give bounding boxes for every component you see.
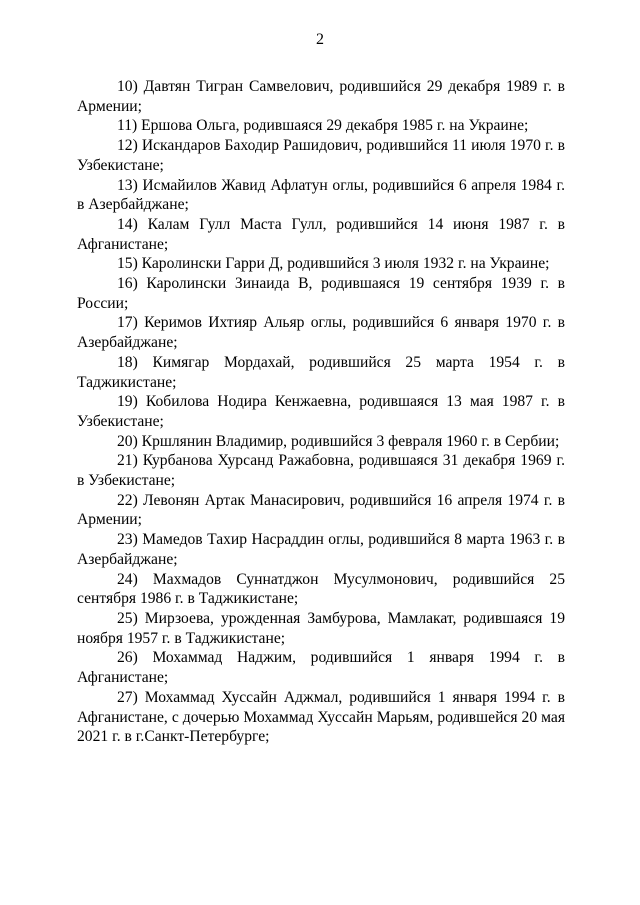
list-item: 17) Керимов Ихтияр Альяр оглы, родившийся 6 января 1970 г. в Азербайджане; — [77, 314, 565, 352]
list-item: 14) Калам Гулл Маста Гулл, родившийся 14 июня 1987 г. в Афганистане; — [77, 215, 565, 253]
list-item: 11) Ершова Ольга, родившаяся 29 декабря 1985 г. на Украине; — [117, 117, 529, 135]
entry-list — [77, 77, 565, 747]
page-number: 2 — [316, 31, 324, 48]
list-item: 23) Мамедов Тахир Насраддин оглы, родившийся 8 марта 1963 г. в Азербайджане; — [77, 531, 565, 568]
list-item: 26) Мохаммад Наджим, родившийся 1 января 1994 г. в Афганистане; — [77, 649, 565, 687]
list-item: 25) Мирзоева, урожденная Замбурова, Мамлакат, родившаяся 19 ноября 1957 г. в Таджикистане; — [77, 609, 565, 647]
list-item: 20) Кршлянин Владимир, родившийся 3 февраля 1960 г. в Сербии; — [117, 432, 560, 450]
list-item: 16) Каролински Зинаида В, родившаяся 19 сентября 1939 г. в России; — [77, 275, 565, 312]
list-item: 15) Каролински Гарри Д, родившийся 3 июля 1932 г. на Украине; — [117, 255, 550, 273]
list-item: 13) Исмайилов Жавид Афлатун оглы, родившийся 6 апреля 1984 г. в Азербайджане; — [77, 176, 565, 214]
list-item: 21) Курбанова Хурсанд Ражабовна, родившаяся 31 декабря 1969 г. в Узбекистане; — [77, 452, 565, 490]
list-item: 12) Искандаров Баходир Рашидович, родившийся 11 июля 1970 г. в Узбекистане; — [77, 137, 565, 174]
list-item: 19) Кобилова Нодира Кенжаевна, родившаяся 13 мая 1987 г. в Узбекистане; — [77, 393, 565, 430]
list-item: 18) Кимягар Мордахай, родившийся 25 марта 1954 г. в Таджикистане; — [77, 353, 565, 391]
list-item: 22) Левонян Артак Манасирович, родившийся 16 апреля 1974 г. в Армении; — [77, 491, 565, 529]
list-item: 24) Махмадов Суннатджон Мусулмонович, родившийся 25 сентября 1986 г. в Таджикистане; — [77, 570, 565, 608]
list-item: 27) Мохаммад Хуссайн Аджмал, родившийся 1 января 1994 г. в Афганистане, с дочерью Мохаммад Хуссайн Марьям, родившейся 20 мая 2021 г. в г.Санкт-Петербурге; — [77, 688, 565, 746]
list-item: 10) Давтян Тигран Самвелович, родившийся 29 декабря 1989 г. в Армении; — [77, 78, 565, 115]
